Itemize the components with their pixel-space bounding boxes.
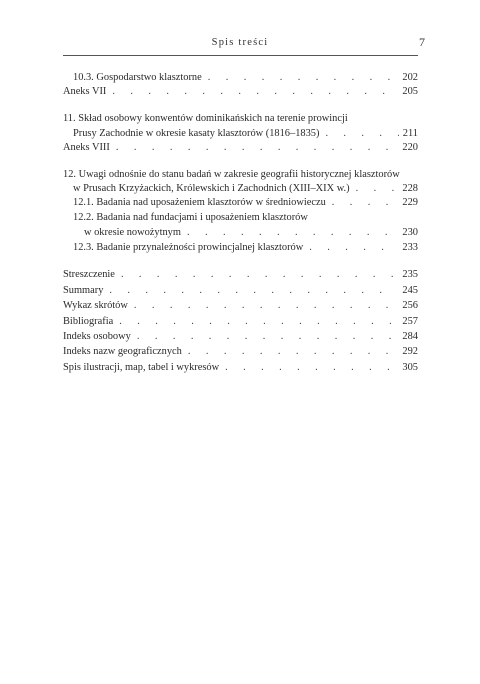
- dot-leader: [116, 140, 399, 156]
- toc-entry-label: Indeks osobowy: [63, 331, 131, 342]
- toc-entry[interactable]: [0, 298, 480, 314]
- dot-leader: [112, 84, 398, 100]
- toc-entry[interactable]: [0, 360, 480, 376]
- toc-entry[interactable]: [0, 267, 480, 283]
- dot-leader: [119, 314, 398, 330]
- toc-entry-page: 202: [402, 72, 418, 83]
- toc-entry-label: 12.1. Badania nad uposażeniem klasztorów w średniowieczu: [73, 197, 326, 208]
- toc-entry-label: Summary: [63, 285, 104, 296]
- dot-leader: [225, 360, 398, 376]
- toc-entry[interactable]: [0, 344, 480, 360]
- toc-entry[interactable]: [0, 225, 480, 241]
- dot-leader: [134, 298, 399, 314]
- toc-entry[interactable]: [0, 140, 480, 156]
- dot-leader: [187, 225, 398, 241]
- dot-leader: [121, 267, 398, 283]
- toc-entry[interactable]: [0, 195, 480, 211]
- toc-entry-label: Wykaz skrótów: [63, 300, 128, 311]
- dot-leader: [137, 329, 399, 345]
- toc-entry-page: 256: [402, 300, 418, 311]
- toc-entry-page: 292: [402, 346, 418, 357]
- toc-entry-page: 228: [402, 183, 418, 194]
- toc-entry-label: w okresie nowożytnym: [84, 227, 181, 238]
- toc-entry-label: Aneks VIII: [63, 142, 110, 153]
- toc-entry-label: 12.3. Badanie przynależności prowincjalnej klasztorów: [73, 242, 304, 253]
- toc-entry-label: Streszczenie: [63, 269, 115, 280]
- toc-entry-label: Spis ilustracji, map, tabel i wykresów: [63, 362, 220, 373]
- dot-leader: [309, 240, 398, 256]
- toc-entry-label: 12.2. Badania nad fundacjami i uposażeniem klasztorów: [73, 212, 308, 223]
- toc-entry-page: 235: [402, 269, 418, 280]
- toc-entry-label: 12. Uwagi odnośnie do stanu badań w zakresie geografii historycznej klasztorów: [63, 169, 400, 180]
- toc-entry[interactable]: [0, 240, 480, 256]
- dot-leader: [188, 344, 399, 360]
- toc-entry-label: w Prusach Krzyżackich, Królewskich i Zachodnich (XIII–XIX w.): [73, 183, 350, 194]
- toc-entry-label: Aneks VII: [63, 86, 107, 97]
- toc-entry-page: 233: [402, 242, 418, 253]
- page-number: 7: [419, 35, 425, 49]
- toc-entry-page: 229: [402, 197, 418, 208]
- toc-entry-page: 211: [402, 128, 418, 139]
- running-header-title: Spis treści: [211, 37, 269, 48]
- toc-entry[interactable]: [0, 84, 480, 100]
- toc-entry-label: Indeks nazw geograficznych: [63, 346, 182, 357]
- toc-entry-page: 284: [402, 331, 418, 342]
- toc-entry[interactable]: [0, 283, 480, 299]
- toc-entry-page: 205: [402, 86, 418, 97]
- toc-entry-page: 245: [402, 285, 418, 296]
- toc-entry[interactable]: [0, 329, 480, 345]
- toc-entry-label: Prusy Zachodnie w okresie kasaty klasztorów (1816–1835): [73, 128, 320, 139]
- toc-entry-first-line[interactable]: [0, 111, 480, 127]
- toc-entry-page: 257: [402, 316, 418, 327]
- toc-entry-page: 305: [402, 362, 418, 373]
- toc-entry-page: 220: [402, 142, 418, 153]
- dot-leader: [332, 195, 399, 211]
- toc-entry-first-line[interactable]: [0, 210, 480, 226]
- toc-entry-page: 230: [402, 227, 418, 238]
- toc-entry-label: 10.3. Gospodarstwo klasztorne: [73, 72, 202, 83]
- toc-entry[interactable]: [0, 314, 480, 330]
- dot-leader: [109, 283, 398, 299]
- toc-entry-label: Bibliografia: [63, 316, 114, 327]
- toc-entry-label: 11. Skład osobowy konwentów dominikańskich na terenie prowincji: [63, 113, 348, 124]
